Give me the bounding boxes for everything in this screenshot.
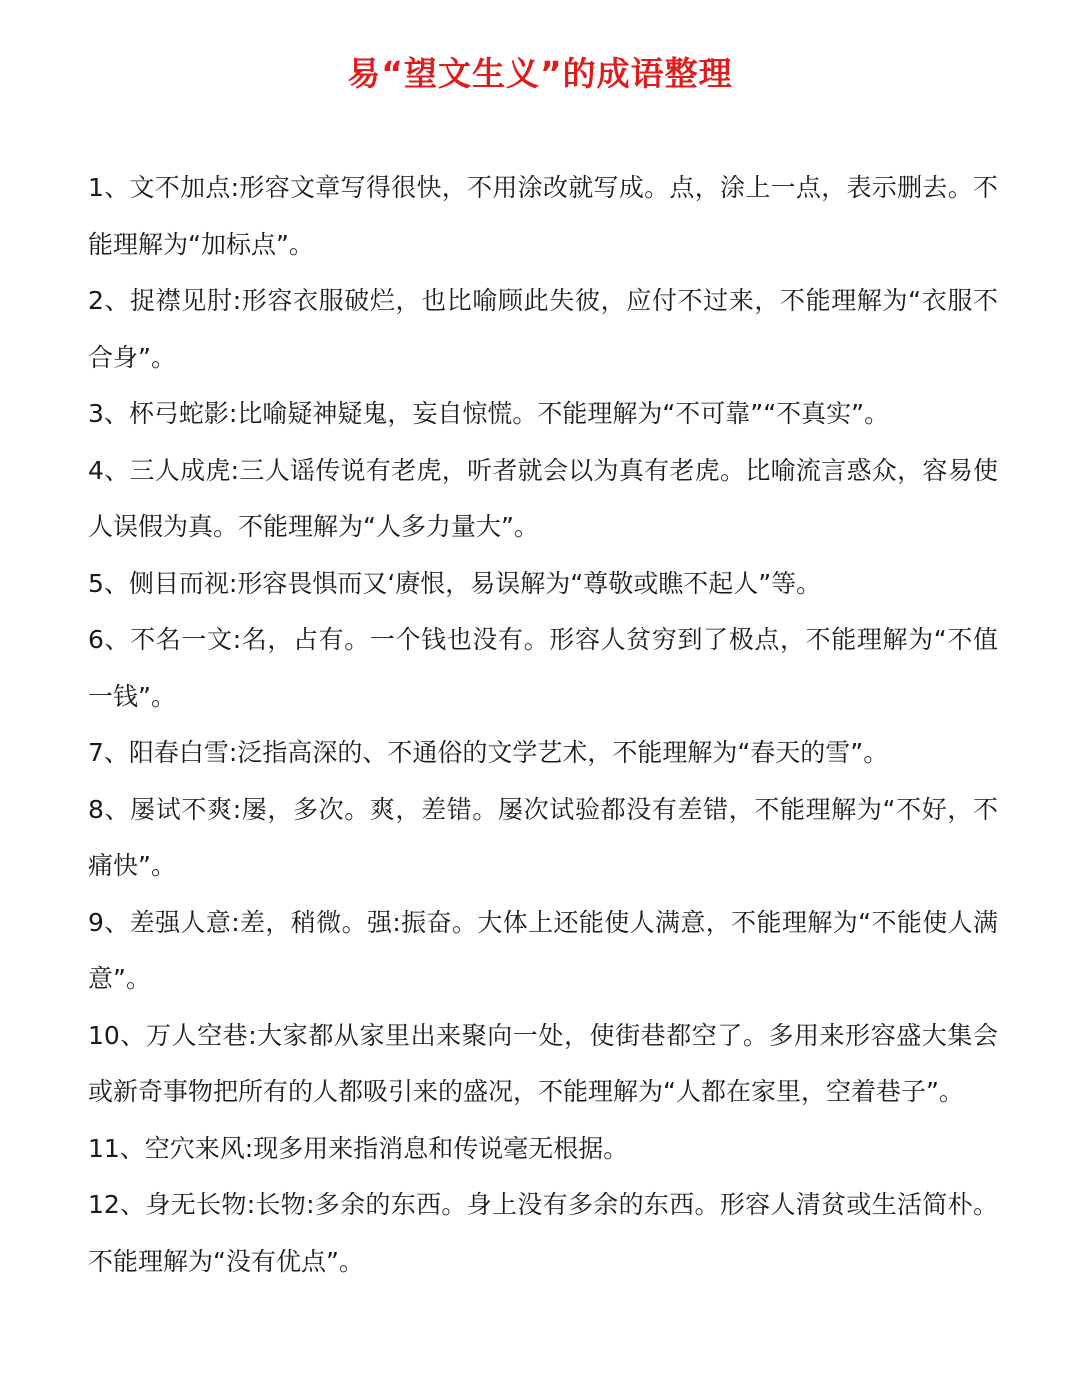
list-item: 3、杯弓蛇影:比喻疑神疑鬼，妄自惊慌。不能理解为“不可靠”“不真实”。 [88, 399, 890, 428]
list-item: 5、侧目而视:形容畏惧而又‘赓恨，易误解为“尊敬或瞧不起人”等。 [88, 568, 822, 598]
page-title: 易“望文生义”的成语整理 [347, 54, 733, 93]
list-item: 7、阳春白雪:泛指高深的、不通俗的文学艺术，不能理解为“春天的雪”。 [88, 738, 889, 767]
list-item: 4、三人成虎:三人谣传说有老虎，听者就会以为真有老虎。比喻流言惑众，容易使人误假为真。不能理解为“人多力量大”。 [88, 455, 998, 541]
entry-list [88, 160, 998, 1290]
list-item: 6、不名一文:名，占有。一个钱也没有。形容人贫穷到了极点，不能理解为“不值一钱”。 [88, 625, 998, 711]
list-item: 1、文不加点:形容文章写得很快，不用涂改就写成。点，涂上一点，表示删去。不能理解为“加标点”。 [88, 173, 998, 259]
list-item: 10、万人空巷:大家都从家里出来聚向一处，使街巷都空了。多用来形容盛大集会或新奇事物把所有的人都吸引来的盛况，不能理解为“人都在家里，空着巷子”。 [88, 1020, 998, 1106]
list-item: 9、差强人意:差，稍微。强:振奋。大体上还能使人满意，不能理解为“不能使人满意”。 [88, 907, 998, 993]
list-item: 2、捉襟见肘:形容衣服破烂，也比喻顾此失彼，应付不过来，不能理解为“衣服不合身”。 [88, 286, 998, 372]
list-item: 8、屡试不爽:屡，多次。爽，差错。屡次试验都没有差错，不能理解为“不好，不痛快”。 [88, 794, 998, 880]
list-item: 12、身无长物:长物:多余的东西。身上没有多余的东西。形容人清贫或生活简朴。不能理解为“没有优点”。 [88, 1190, 998, 1276]
list-item: 11、空穴来风:现多用来指消息和传说毫无根据。 [88, 1133, 629, 1163]
